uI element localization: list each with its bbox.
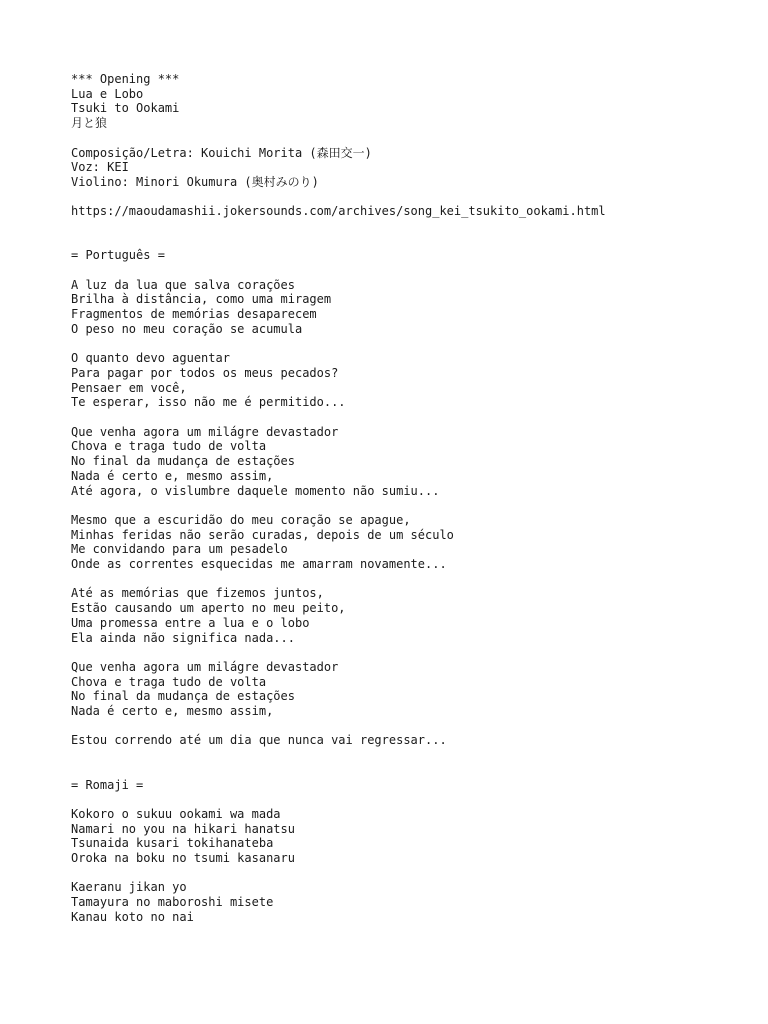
- romaji-heading: = Romaji =: [71, 777, 144, 792]
- lyric-line: Que venha agora um milágre devastador: [71, 424, 339, 439]
- credit-violin: Violino: Minori Okumura (奥村みのり): [71, 174, 319, 189]
- lyric-line: Namari no you na hikari hanatsu: [71, 821, 295, 836]
- opening-label: *** Opening ***: [71, 72, 180, 86]
- lyric-line: Tamayura no maboroshi misete: [71, 895, 274, 910]
- lyric-line: Chova e traga tudo de volta: [71, 674, 267, 689]
- stanza: [71, 660, 751, 719]
- source-url: https://maoudamashii.jokersounds.com/archives/song_kei_tsukito_ookami.html: [71, 204, 606, 219]
- title-romaji: Tsuki to Ookami: [71, 101, 180, 116]
- credit-voice: Voz: KEI: [71, 160, 129, 175]
- lyric-line: Fragmentos de memórias desaparecem: [71, 307, 317, 322]
- title-block: [71, 72, 751, 131]
- lyric-line: No final da mudança de estações: [71, 454, 295, 469]
- lyric-line: Kaeranu jikan yo: [71, 880, 187, 895]
- portuguese-heading-block: [71, 248, 751, 263]
- title-japanese: 月と狼: [71, 116, 108, 131]
- lyric-line: Kokoro o sukuu ookami wa mada: [71, 806, 281, 821]
- lyrics-document: [71, 72, 751, 925]
- lyric-line: Te esperar, isso não me é permitido...: [71, 395, 346, 410]
- title-portuguese: Lua e Lobo: [71, 86, 144, 101]
- source-block: [71, 204, 751, 219]
- lyric-line: Estou correndo até um dia que nunca vai regressar...: [71, 733, 447, 748]
- lyric-line: Me convidando para um pesadelo: [71, 542, 288, 557]
- lyric-line: Estão causando um aperto no meu peito,: [71, 601, 346, 616]
- romaji-heading-block: [71, 778, 751, 793]
- lyric-line: Para pagar por todos os meus pecados?: [71, 365, 339, 380]
- stanza: [71, 880, 751, 924]
- lyric-line: Tsunaida kusari tokihanateba: [71, 836, 274, 851]
- stanza: [71, 351, 751, 410]
- lyric-line: Até agora, o vislumbre daquele momento não sumiu...: [71, 483, 440, 498]
- lyric-line: No final da mudança de estações: [71, 689, 295, 704]
- romaji-lyrics: [71, 807, 751, 925]
- stanza: [71, 586, 751, 645]
- lyric-line: Kanau koto no nai: [71, 909, 194, 924]
- stanza: [71, 733, 751, 748]
- stanza: [71, 807, 751, 866]
- stanza: [71, 513, 751, 572]
- lyric-line: Mesmo que a escuridão do meu coração se apague,: [71, 512, 411, 527]
- credit-composition: Composição/Letra: Kouichi Morita (森田交一): [71, 145, 372, 160]
- lyric-line: Oroka na boku no tsumi kasanaru: [71, 851, 295, 866]
- lyric-line: Brilha à distância, como uma miragem: [71, 292, 332, 307]
- lyric-line: Nada é certo e, mesmo assim,: [71, 704, 274, 719]
- portuguese-lyrics: [71, 278, 751, 748]
- lyric-line: Até as memórias que fizemos juntos,: [71, 586, 324, 601]
- lyric-line: O peso no meu coração se acumula: [71, 321, 303, 336]
- lyric-line: Que venha agora um milágre devastador: [71, 659, 339, 674]
- portuguese-heading: = Português =: [71, 248, 165, 263]
- stanza: [71, 425, 751, 499]
- lyric-line: Uma promessa entre a lua e o lobo: [71, 615, 310, 630]
- lyric-line: Ela ainda não significa nada...: [71, 630, 295, 645]
- lyric-line: A luz da lua que salva corações: [71, 277, 295, 292]
- stanza: [71, 278, 751, 337]
- lyric-line: Onde as correntes esquecidas me amarram novamente...: [71, 557, 447, 572]
- lyric-line: Pensaer em você,: [71, 380, 187, 395]
- lyric-line: O quanto devo aguentar: [71, 351, 230, 366]
- lyric-line: Minhas feridas não serão curadas, depois de um século: [71, 527, 454, 542]
- lyric-line: Chova e traga tudo de volta: [71, 439, 267, 454]
- credits-block: [71, 146, 751, 190]
- lyric-line: Nada é certo e, mesmo assim,: [71, 468, 274, 483]
